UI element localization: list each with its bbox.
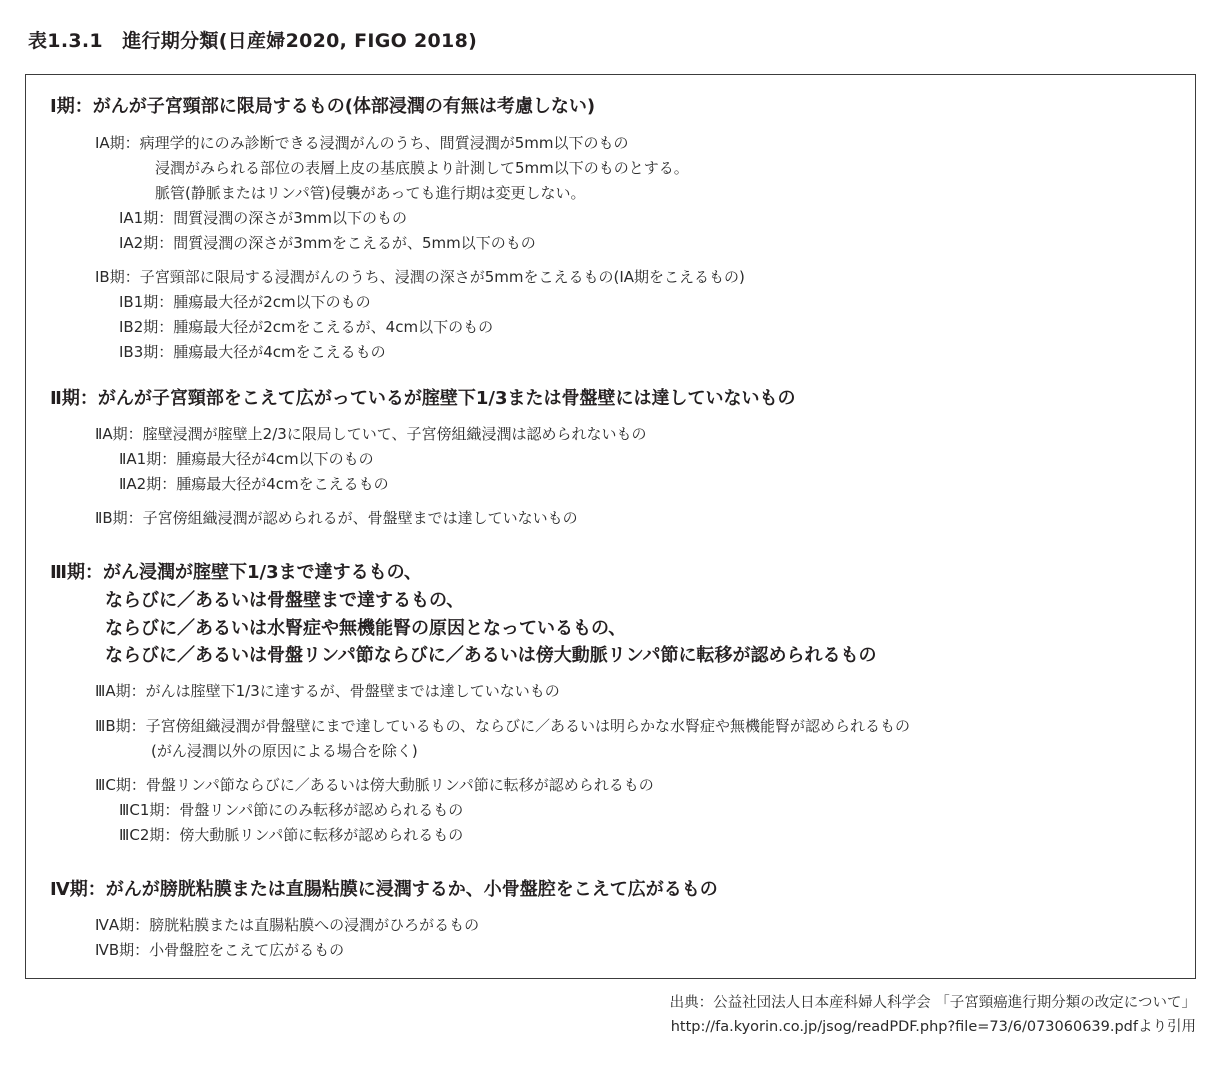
stage-2a: ⅡA期：腟壁浸潤が腟壁上2/3に限局していて、子宮傍組織浸潤は認められないもの — [95, 425, 647, 443]
stage-2b: ⅡB期：子宮傍組織浸潤が認められるが、骨盤壁までは達していないもの — [95, 509, 578, 527]
stage-3a: ⅢA期：がんは腟壁下1/3に達するが、骨盤壁までは達していないもの — [95, 682, 560, 700]
source-url: http://fa.kyorin.co.jp/jsog/readPDF.php?file=73/6/073060639.pdfより引用 — [670, 1019, 1196, 1035]
stage-4-heading: Ⅳ期：がんが膀胱粘膜または直腸粘膜に浸潤するか、小骨盤腔をこえて広がるもの — [50, 879, 718, 900]
stage-2a1: ⅡA1期：腫瘍最大径が4cm以下のもの — [119, 450, 374, 468]
page-title: 表1.3.1 進行期分類(日産婦2020, FIGO 2018) — [28, 30, 478, 52]
stage-1a1: ⅠA1期：間質浸潤の深さが3mm以下のもの — [119, 209, 407, 227]
stage-3-heading-line-3: ならびに／あるいは水腎症や無機能腎の原因となっているもの、 — [105, 618, 627, 639]
stage-2a2: ⅡA2期：腫瘍最大径が4cmをこえるもの — [119, 475, 389, 493]
stage-1-heading: Ⅰ期：がんが子宮頸部に限局するもの(体部浸潤の有無は考慮しない) — [50, 96, 596, 117]
stage-3c1: ⅢC1期：骨盤リンパ節にのみ転移が認められるもの — [119, 801, 464, 819]
staging-table — [25, 74, 1196, 979]
stage-4a: ⅣA期：膀胱粘膜または直腸粘膜への浸潤がひろがるもの — [95, 916, 480, 934]
stage-1a2: ⅠA2期：間質浸潤の深さが3mmをこえるが、5mm以下のもの — [119, 234, 536, 252]
source-citation: 出典：公益社団法人日本産科婦人科学会 「子宮頸癌進行期分類の改定について」 — [669, 995, 1196, 1011]
stage-1a: ⅠA期：病理学的にのみ診断できる浸潤がんのうち、間質浸潤が5mm以下のもの — [95, 134, 629, 152]
stage-1b3: ⅠB3期：腫瘍最大径が4cmをこえるもの — [119, 343, 386, 361]
stage-3-heading-line-1: Ⅲ期：がん浸潤が腟壁下1/3まで達するもの、 — [50, 562, 422, 583]
stage-1b: ⅠB期：子宮頸部に限局する浸潤がんのうち、浸潤の深さが5mmをこえるもの(IA期をこえるもの) — [95, 268, 745, 286]
stage-2-heading: Ⅱ期：がんが子宮頸部をこえて広がっているが腟壁下1/3または骨盤壁には達していないもの — [50, 388, 796, 409]
stage-1b1: ⅠB1期：腫瘍最大径が2cm以下のもの — [119, 293, 371, 311]
stage-3c: ⅢC期：骨盤リンパ節ならびに／あるいは傍大動脈リンパ節に転移が認められるもの — [95, 776, 654, 794]
stage-1b2: ⅠB2期：腫瘍最大径が2cmをこえるが、4cm以下のもの — [119, 318, 494, 336]
stage-3b: ⅢB期：子宮傍組織浸潤が骨盤壁にまで達しているもの、ならびに／あるいは明らかな水腎症や無機能腎が認められるもの — [95, 717, 911, 735]
stage-3-heading-line-2: ならびに／あるいは骨盤壁まで達するもの、 — [105, 590, 465, 611]
stage-3b-note: (がん浸潤以外の原因による場合を除く) — [151, 742, 418, 760]
stage-3c2: ⅢC2期：傍大動脈リンパ節に転移が認められるもの — [119, 826, 464, 844]
stage-4b: ⅣB期：小骨盤腔をこえて広がるもの — [95, 941, 345, 959]
stage-1a-note-1: 浸潤がみられる部位の表層上皮の基底膜より計測して5mm以下のものとする。 — [155, 159, 689, 177]
stage-3-heading-line-4: ならびに／あるいは骨盤リンパ節ならびに／あるいは傍大動脈リンパ節に転移が認められるもの — [105, 645, 877, 666]
stage-1a-note-2: 脈管(静脈またはリンパ管)侵襲があっても進行期は変更しない。 — [155, 184, 586, 202]
